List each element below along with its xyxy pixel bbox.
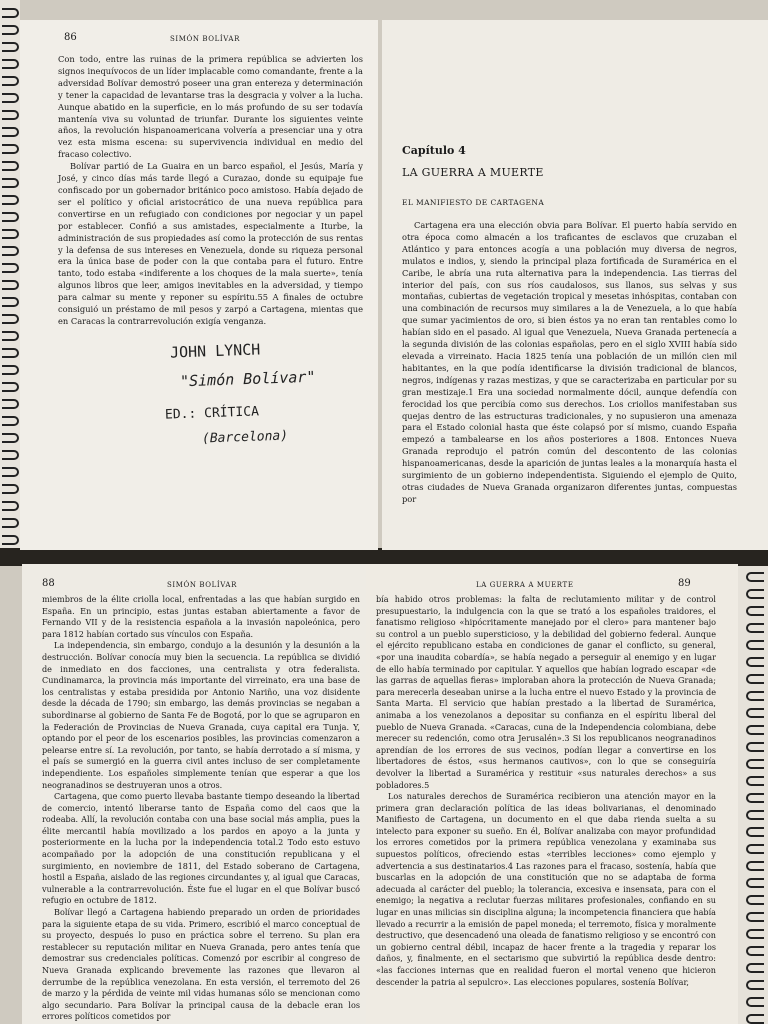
spiral-coil: [746, 657, 764, 667]
spiral-coil: [746, 776, 764, 786]
spiral-coil: [2, 263, 19, 273]
spiral-coil: [746, 878, 764, 888]
spiral-coil: [2, 399, 19, 409]
spiral-coil: [2, 195, 19, 205]
spiral-coil: [746, 861, 764, 871]
spiral-coil: [2, 59, 19, 69]
spiral-coil: [746, 674, 764, 684]
spiral-coil: [746, 589, 764, 599]
spiral-coil: [746, 691, 764, 701]
spiral-coil: [746, 929, 764, 939]
handwritten-title: "Simón Bolívar": [179, 367, 316, 391]
spiral-coil: [2, 8, 19, 18]
spiral-coil: [2, 76, 19, 86]
spiral-binding-left: [0, 0, 20, 548]
paragraph: miembros de la élite criolla local, enfrentadas a las que habían surgido en España. En un principio, estas juntas estaban abiertamente a favor de Fernando VII y de la resistencia española a la invasión napoleónica, pero para 1812 habían cortado sus vínculos con España.: [42, 594, 360, 639]
paragraph: Cartagena, que como puerto llevaba bastante tiempo deseando la libertad de comercio, intentó liberarse tanto de España como del caos que la rodeaba. Allí, la revolución contaba con una base social más amplia, pues la élite mercantil había movilizado a los pardos en apoyo a la junta y posteriormente en la lucha por la independencia total.2 Todo esto estuvo acompañado por la adopción de una constitución republicana y el surgimiento, en noviembre de 1811, del Estado soberano de Cartagena, hostil a España, aislado de las regiones circundantes y, al igual que Caracas, vulnerable a la contrarrevolución. Éste fue el lugar en el que Bolívar buscó refugio en octubre de 1812.: [42, 791, 360, 906]
spiral-coil: [2, 314, 19, 324]
paragraph: Bolívar partió de La Guaira en un barco español, el Jesús, María y José, y cinco días más tarde llegó a Curazao, donde su equipaje fue confiscado por un gobernador británico poco amistoso. Había dejado de ser el político y oficial aristocrático de una nueva república para convertirse en un refugiado con condiciones por negociar y un papel por establecer. Confió a sus amistades, especialmente a Iturbe, la administración de sus propiedades así como la protección de sus rentas y la defensa de sus intereses en Venezuela, donde su riqueza personal era la única base de poder con la que contaba para el futuro. Entre tanto, todo estaba «indiferente a los choques de la mala suerte», tenía algunos libros que leer, amigos inevitables en la adversidad, y tiempo para calmar su mente y reponer su espíritu.55 A finales de octubre consiguió un préstamo de mil pesos y zarpó a Cartagena, mientas que en Caracas la contrarrevolución exigía venganza.: [58, 161, 363, 326]
spiral-coil: [2, 212, 19, 222]
spiral-coil: [2, 450, 19, 460]
spiral-coil: [2, 110, 19, 120]
chapter-title: LA GUERRA A MUERTE: [402, 166, 544, 179]
spiral-coil: [746, 759, 764, 769]
spiral-coil: [746, 572, 764, 582]
spiral-coil: [2, 467, 19, 477]
page-88: [22, 564, 366, 1024]
spiral-coil: [2, 433, 19, 443]
spiral-coil: [2, 535, 19, 545]
spiral-coil: [746, 997, 764, 1007]
paragraph: bía habido otros problemas: la falta de reclutamiento militar y de control presupuestario, la indulgencia con la que se trató a los españoles traidores, el fanatismo religioso «hipócritamente manejado por el clero» para mantener bajo su control a un pueblo supersticioso, y la debilidad del gobierno federal. Aunque el ejército republicano estaba en condiciones de ganar el conflicto, su general, «por una inaudita cobardía», se había negado a perseguir al enemigo y en lugar de ello había terminado por capitular. Y aquellos que habían logrado escapar «de las garras de aquellas fieras» imploraban ahora la protección de Nueva Granada; para merecerla deseaban unirse a la lucha entre el nuevo Estado y la provincia de Santa Marta. El servicio que habían prestado a la libertad de Suramérica, animaba a los venezolanos a depositar su confianza en el espíritu liberal del pueblo de Nueva Granada. «Caracas, cuna de la Independencia colombiana, debe merecer su redención, como otra Jerusalén».3 Si los republicanos neogranadinos aprendían de los errores de sus vecinos, podían llegar a convertirse en los libertadores de éstos, «sus hermanos cautivos», con lo que se conseguiría devolver la libertad a Suramérica y restituir «sus naturales derechos» a sus pobladores.5: [376, 594, 716, 790]
spiral-coil: [2, 331, 19, 341]
spiral-coil: [746, 946, 764, 956]
paragraph: Los naturales derechos de Suramérica recibieron una atención mayor en la primera gran declaración política de las ideas bolivarianas, el denominado Manifiesto de Cartagena, un documento en el que daba rienda suelta a su intelecto para exponer su sueño. En él, Bolívar analizaba con mayor profundidad los errores cometidos por la primera república venezolana y examinaba sus supuestos políticos, ofreciendo estas «terribles lecciones» como ejemplo y advertencia a sus destinatarios.4 Las razones para el fracaso, sostenía, había que buscarlas en la adopción de una constitución que no se adaptaba de forma adecuada al carácter del pueblo; la tolerancia, excesiva e insensata, para con el enemigo; la negativa a reclutar fuerzas militares profesionales, confiando en su lugar en unas milicias sin disciplina alguna; la incompetencia financiera que había llevado a recurrir a la emisión de papel moneda; el terremoto, física y moralmente destructivo, que desencadenó una oleada de fanatismo religioso y se encontró con un gobierno central débil, incapaz de hacer frente a la tragedia y reparar los daños, y, finalmente, en el sectarismo que subvirtió la república desde dentro: «las facciones internas que en realidad fueron el mortal veneno que hicieron descender la patria al sepulcro». Las elecciones populares, sostenía Bolívar,: [376, 791, 716, 987]
spiral-coil: [746, 793, 764, 803]
spiral-coil: [746, 963, 764, 973]
spiral-coil: [746, 708, 764, 718]
chapter-label: Capítulo 4: [402, 144, 466, 157]
spiral-coil: [2, 382, 19, 392]
spiral-coil: [2, 297, 19, 307]
page-number: 88: [42, 578, 55, 589]
page-89: [366, 564, 738, 1024]
spiral-coil: [2, 127, 19, 137]
spiral-coil: [2, 501, 19, 511]
page-87-text: [402, 220, 737, 506]
paragraph: La independencia, sin embargo, condujo a la desunión y la desunión a la destrucción. Bolívar conocía muy bien la secuencia. La república se dividió de inmediato en dos facciones, una centralista y otra federalista. Cundinamarca, la provincia más importante del virreinato, era una base de los centralistas y estaba presidida por Antonio Nariño, una voz disidente desde la década de 1790; sin embargo, las demás provincias se negaban a subordinarse al gobierno de Santa Fe de Bogotá, por lo que se agruparon en la Federación de Provincias de Nueva Granada, cuya capital era Tunja. Y, optando por el peor de los escenarios posibles, las provincias comenzaron a pelearse entre sí. La revolución, por tanto, se había derrotado a sí misma, y el país se sumergió en la guerra civil antes incluso de ser completamente independiente. Los españoles simplemente tenían que esperar a que los neogranadinos se destruyeran unos a otros.: [42, 640, 360, 790]
paragraph: Cartagena era una elección obvia para Bolívar. El puerto había servido en otra época como almacén a los traficantes de esclavos que cruzaban el Atlántico y para entonces acogía a una población muy diversa de negros, mulatos e indios, y, siendo la principal plaza fortificada de Suramérica en el Caribe, le abría una ruta alternativa para la independencia. Las tierras del interior del país, con sus ríos caudalosos, sus llanos, sus selvas y sus montañas, cubiertas de vegetación tropical y mesetas inhóspitas, contaban con una combinación de recursos muy similares a la de Venezuela, a lo que había que sumar yacimientos de oro, si bien éstos ya no eran tan rentables como lo habían sido en el pasado. Al igual que Venezuela, Nueva Granada pertenecía a la segunda división de las colonias españolas, pero en el siglo XVIII había sido elevada a virreinato. Hacia 1825 tenía una población de un millón cien mil habitantes, en la que podía identificarse la división tradicional de blancos, negros, indígenas y razas mestizas, y que se caracterizaba en particular por su gran mestizaje.1 Era una sociedad normalmente dócil, aunque defendía con ferocidad los que percibía como sus derechos. Los criollos manifestaban sus quejas dentro de las estructuras tradicionales, y no supusieron una amenaza para el Estado colonial hasta que éste colapsó por sí mismo, cuando España empezó a tambalearse en los años posteriores a 1808. Entonces Nueva Granada reprodujo el patrón común del descontento de las colonias hispanoamericanas, desde la aparición de juntas leales a la monarquía hasta el surgimiento de un gobierno independentista. Siguiendo el ejemplo de Quito, otras ciudades de Nueva Granada organizaron diferentes juntas, compuestas por: [402, 220, 737, 504]
spiral-coil: [746, 1014, 764, 1024]
spiral-coil: [746, 827, 764, 837]
handwritten-author: JOHN LYNCH: [169, 340, 261, 362]
spiral-coil: [746, 742, 764, 752]
spiral-coil: [2, 42, 19, 52]
spiral-coil: [746, 895, 764, 905]
running-header: LA GUERRA A MUERTE: [476, 581, 574, 589]
running-header: SIMÓN BOLÍVAR: [170, 35, 240, 43]
spiral-coil: [746, 810, 764, 820]
spiral-coil: [2, 518, 19, 528]
spiral-coil: [2, 25, 19, 35]
spiral-coil: [746, 640, 764, 650]
paragraph: Con todo, entre las ruinas de la primera república se advierten los signos inequívocos de un líder implacable como comandante, frente a la adversidad Bolívar demostró poseer una gran entereza y determinación y tener la capacidad de levantarse tras la desgracia y volver a la lucha. Aunque abatido en la superficie, en lo más profundo de su ser todavía mantenía viva su voluntad de triunfar. Durante los siguientes veinte años, la revolución hispanoamericana volvería a presenciar una y otra vez esta misma escena: su supervivencia individual en medio del fracaso colectivo.: [58, 54, 363, 160]
spiral-binding-right: [738, 566, 768, 1024]
spiral-coil: [2, 416, 19, 426]
spiral-coil: [2, 178, 19, 188]
page-87: [382, 20, 768, 550]
spiral-coil: [2, 348, 19, 358]
page-number: 89: [678, 578, 691, 589]
spiral-coil: [2, 229, 19, 239]
running-header: SIMÓN BOLÍVAR: [167, 581, 237, 589]
spiral-coil: [746, 844, 764, 854]
spiral-coil: [2, 365, 19, 375]
page-89-text: [376, 594, 716, 988]
page-86: [20, 20, 378, 550]
spiral-coil: [746, 725, 764, 735]
spiral-coil: [746, 980, 764, 990]
spiral-coil: [2, 144, 19, 154]
spiral-coil: [2, 161, 19, 171]
spiral-coil: [2, 484, 19, 494]
spiral-coil: [2, 280, 19, 290]
spiral-coil: [2, 93, 19, 103]
paragraph: Bolívar llegó a Cartagena habiendo preparado un orden de prioridades para la siguiente etapa de su vida. Primero, escribió el marco conceptual de su proyecto, después lo puso en práctica sobre el terreno. Su plan era restablecer su reputación militar en Nueva Granada, pero antes tenía que demostrar sus credenciales políticas. Comenzó por escribir al congreso de Nueva Granada explicando brevemente las razones que llevaron al derrumbe de la república venezolana. En esta versión, el terremoto del 26 de marzo y la pérdida de veinte mil vidas humanas sólo se mencionan como algo secundario. Para Bolívar la principal causa de la debacle eran los errores políticos cometidos por: [42, 907, 360, 1022]
handwritten-city: (Barcelona): [201, 428, 289, 447]
handwritten-publisher: ED.: CRÍTICA: [164, 404, 260, 423]
spiral-coil: [2, 246, 19, 256]
page-86-text: [58, 54, 363, 328]
spiral-coil: [746, 606, 764, 616]
page-88-text: [42, 594, 360, 1023]
page-number: 86: [64, 32, 77, 43]
section-title: EL MANIFIESTO DE CARTAGENA: [402, 198, 545, 207]
spiral-coil: [746, 623, 764, 633]
spiral-coil: [746, 912, 764, 922]
